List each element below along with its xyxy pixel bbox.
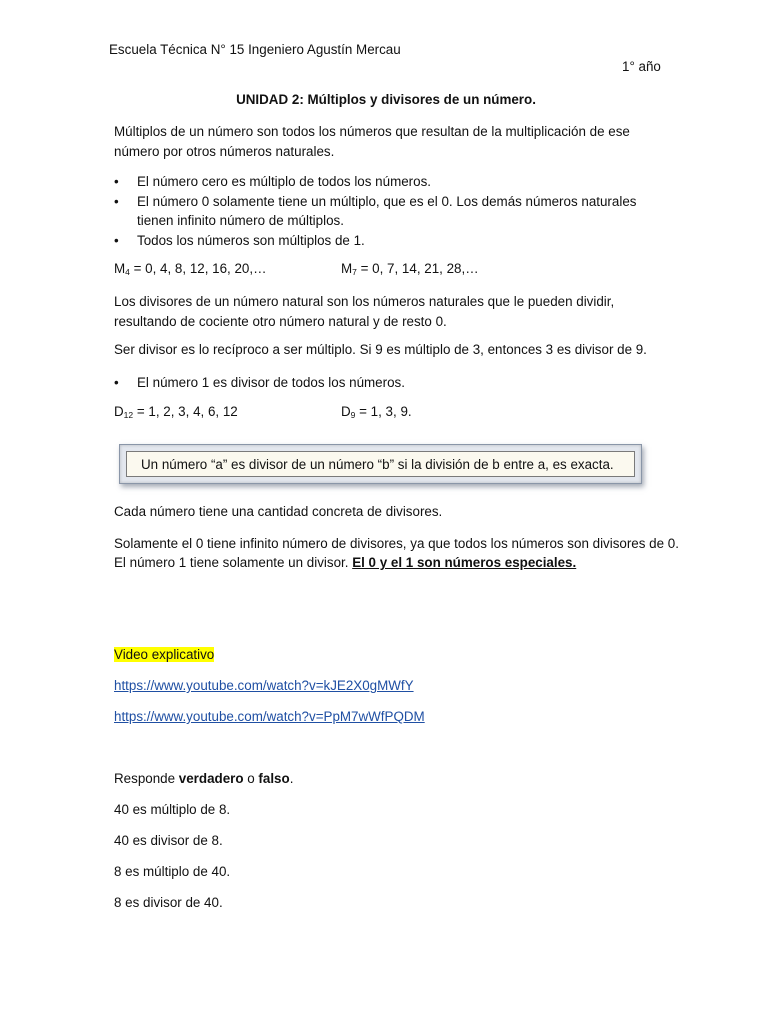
list-item: • El número cero es múltiplo de todos los números. [114, 172, 674, 192]
multiples-bullet-list [114, 172, 674, 250]
multiples-of-4: $M_4 = 0$, 4, 8, 12, 16, 20,… [114, 261, 267, 277]
divisors-bullet-list [114, 373, 674, 393]
video-link-1[interactable]: https://www.youtube.com/watch?v=kJE2X0gMWfY [114, 678, 414, 693]
page-title: UNIDAD 2: Múltiplos y divisores de un número. [236, 92, 536, 107]
reciprocal-text: Ser divisor es lo recíproco a ser múltiplo. Si 9 es múltiplo de 3, entonces 3 es divisor de 9. [114, 342, 647, 357]
divisors-of-9: $D_9 = 1$, 3, 9. [341, 404, 412, 420]
rule-box-inner [126, 451, 635, 477]
divisors-of-12: $D_{12} = 1$, 2, 3, 4, 6, 12 [114, 404, 238, 420]
video-label: Video explicativo [114, 647, 215, 662]
exercise-instruction: Responde verdadero o falso. [114, 771, 294, 786]
multiples-of-7: $M_7 = 0$, 7, 14, 21, 28,… [341, 261, 479, 277]
zero-divisors-text: Solamente el 0 tiene infinito número de divisores, ya que todos los números son divisores de 0. [114, 536, 679, 551]
exercise-item: 40 es múltiplo de 8. [114, 802, 231, 817]
exercise-item: 40 es divisor de 8. [114, 833, 223, 848]
one-divisor-text: El número 1 tiene solamente un divisor. El 0 y el 1 son números especiales. [114, 555, 577, 570]
divisor-count-text: Cada número tiene una cantidad concreta de divisores. [114, 504, 443, 519]
list-item: • El número 0 solamente tiene un múltiplo, que es el 0. Los demás números naturales tienen infinito número de múltiplos. [114, 192, 674, 231]
multiples-definition: Múltiplos de un número son todos los números que resultan de la multiplicación de ese número por otros números naturales. [114, 124, 630, 159]
exercise-item: 8 es múltiplo de 40. [114, 864, 231, 879]
list-item: • El número 1 es divisor de todos los números. [114, 373, 674, 393]
rule-box [119, 444, 642, 484]
exercise-item: 8 es divisor de 40. [114, 895, 223, 910]
list-item: • Todos los números son múltiplos de 1. [114, 231, 674, 251]
grade-label: 1° año [622, 59, 661, 74]
rule-text: Un número “a” es divisor de un número “b” si la división de b entre a, es exacta. [141, 456, 614, 472]
school-name: Escuela Técnica N° 15 Ingeniero Agustín Mercau [109, 42, 401, 57]
divisors-definition: Los divisores de un número natural son los números naturales que le pueden dividir, resultando de cociente otro número natural y de resto 0. [114, 294, 615, 329]
special-numbers-text: El 0 y el 1 son números especiales. [352, 555, 577, 570]
video-link-2[interactable]: https://www.youtube.com/watch?v=PpM7wWfPQDM [114, 709, 425, 724]
